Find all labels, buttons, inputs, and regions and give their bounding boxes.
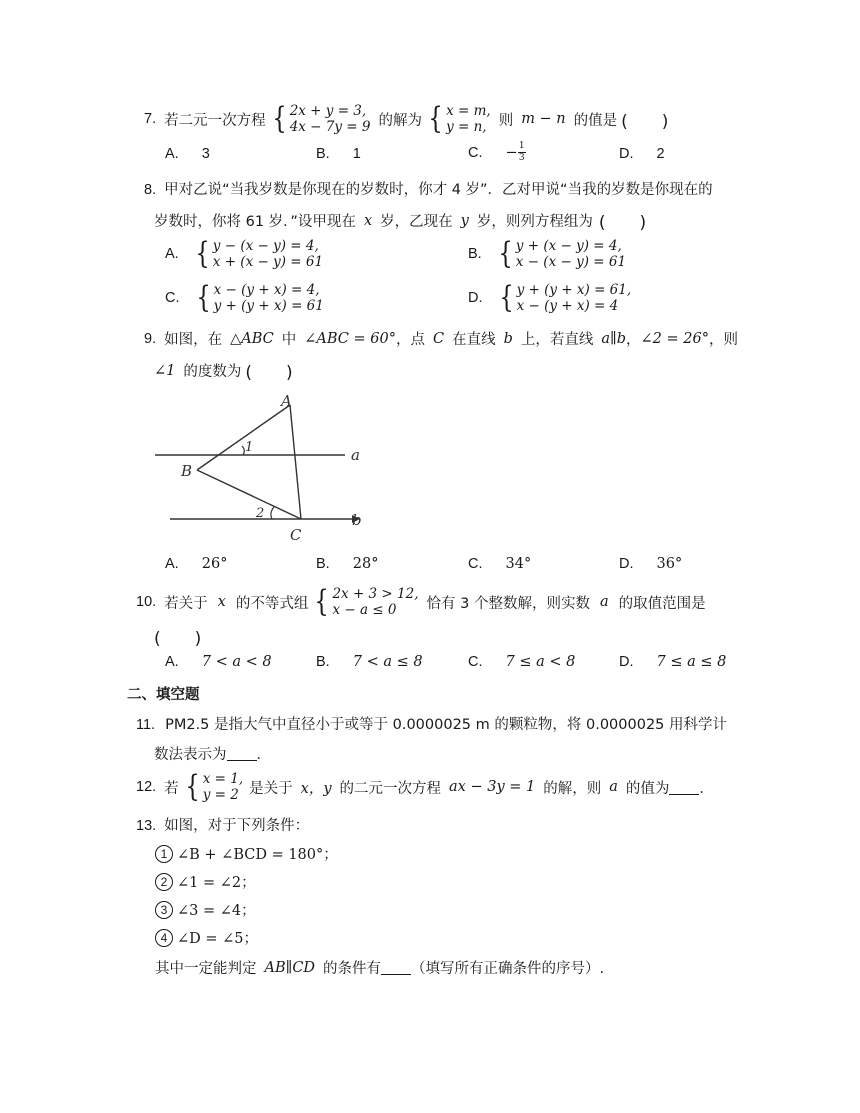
equation-row: y = n, [446, 119, 487, 135]
option-d [619, 146, 665, 162]
option-label: C. [468, 654, 483, 670]
answer-paren: ( ) [621, 111, 669, 132]
answer-blank[interactable] [669, 780, 699, 795]
question-number: 10. [136, 594, 157, 610]
condition-text: ∠B + ∠BCD = 180°； [177, 847, 338, 863]
label-c-vertex: C [290, 526, 302, 544]
math-expression: ∠ABC = 60° [304, 330, 396, 347]
option-value: − [505, 144, 518, 161]
question-10-line-1 [136, 584, 706, 620]
equation-row: x − (y + x) = 4 [516, 298, 619, 314]
question-text: 数法表示为 [154, 747, 227, 763]
question-text: 则 [498, 112, 514, 129]
question-text: 的二元一次方程 [339, 780, 442, 797]
question-text: 的条件有 [323, 961, 382, 977]
answer-blank[interactable] [381, 960, 411, 975]
question-13-intro [136, 814, 309, 835]
solution-system: { x = 1, y = 2 [185, 769, 244, 804]
math-variable: a [609, 779, 618, 795]
question-8-line-2 [154, 208, 646, 233]
option-a [165, 146, 210, 162]
math-expression: △ABC [230, 330, 274, 347]
equation-row: y − (x − y) = 4, [212, 238, 319, 254]
math-variable: x [217, 594, 226, 610]
question-text: 的不等式组 [235, 595, 309, 612]
question-text: 在直线 [452, 332, 496, 348]
answer-blank[interactable] [227, 746, 257, 761]
label-line-a: a [351, 446, 360, 464]
option-value: 34° [505, 556, 532, 572]
option-label: D. [619, 146, 634, 162]
math-variable: a [599, 594, 609, 610]
triangle-parallel-lines-figure [150, 388, 380, 548]
segment-ac [290, 405, 301, 519]
options-row [165, 654, 725, 674]
option-label: B. [316, 146, 330, 162]
condition-2 [155, 871, 256, 892]
question-text: 的解，则 [543, 780, 602, 797]
option-value: 3 [201, 146, 210, 162]
question-11-line-2 [154, 743, 271, 764]
question-text: 若关于 [164, 595, 208, 612]
question-text: 的取值范围是 [618, 595, 706, 612]
math-variable: x [363, 212, 373, 229]
option-b [316, 146, 361, 162]
option-label: D. [619, 556, 634, 572]
math-expression: x，y [300, 780, 332, 797]
section-heading: 二、填空题 [127, 687, 200, 703]
question-text: ，点 [395, 332, 425, 348]
question-text: ． [256, 747, 271, 763]
question-8-line-1 [144, 178, 713, 199]
question-number: 8. [144, 182, 157, 198]
question-text: 上，若直线 [520, 332, 594, 348]
option-label: C. [468, 556, 483, 572]
equation-system: { y + (y + x) = 61, x − (y + x) = 4 [498, 280, 632, 315]
option-value: 1 [352, 146, 361, 162]
equation-row: 4x − 7y = 9 [289, 119, 371, 135]
question-number: 12. [136, 779, 157, 795]
math-expression: ∠1 [154, 362, 176, 379]
math-expression: ∠2 = 26° [640, 330, 709, 347]
equation-row: 2x + 3 > 12, [332, 586, 419, 602]
question-text: ． [699, 780, 714, 797]
question-11-line-1 [136, 713, 727, 734]
option-c [468, 556, 531, 572]
option-b [316, 556, 378, 572]
question-text: 若 [164, 780, 179, 797]
question-text: ， [626, 332, 641, 348]
circled-number: 2 [155, 873, 173, 891]
question-text: 是关于 [249, 780, 293, 797]
equation-row: x + (x − y) = 61 [212, 254, 324, 270]
question-text: 若二元一次方程 [164, 112, 266, 129]
question-text: 其中一定能判定 [155, 961, 257, 977]
angle-1-arc [242, 446, 244, 455]
option-value: 36° [656, 556, 683, 572]
option-label: B. [316, 556, 330, 572]
question-number: 7. [144, 111, 157, 127]
condition-text: ∠1 = ∠2； [177, 875, 256, 891]
option-label: A. [165, 556, 179, 572]
question-13-final [155, 957, 604, 978]
circled-number: 4 [155, 929, 173, 947]
question-text: （填写所有正确条件的序号）. [411, 961, 605, 977]
question-text: 岁数时，你将 61 岁．”设甲现在 [154, 214, 356, 230]
options-row [165, 141, 725, 166]
option-label: C. [468, 144, 483, 161]
option-label: A. [165, 246, 179, 262]
equation-row: x − (y + x) = 4, [213, 282, 320, 298]
option-value: 7 < a ≤ 8 [352, 654, 423, 670]
option-c [468, 142, 526, 163]
equation-row: x − a ≤ 0 [332, 602, 397, 618]
option-a [165, 556, 227, 572]
question-12 [136, 769, 714, 805]
option-value: 7 ≤ a ≤ 8 [656, 654, 727, 670]
math-expression: m − n [521, 111, 566, 127]
inequality-system: { 2x + 3 > 12, x − a ≤ 0 [314, 584, 419, 619]
answer-paren: ( ) [245, 363, 293, 383]
option-label: A. [165, 654, 179, 670]
option-a [165, 654, 272, 670]
equation-row: y + (x − y) = 4, [515, 238, 622, 254]
equation-row: y = 2 [202, 787, 239, 803]
question-text: 的值是 [573, 112, 618, 129]
option-value: 7 ≤ a < 8 [505, 654, 576, 670]
option-a [165, 238, 323, 270]
option-d [468, 282, 631, 314]
question-text: PM2.5 是指大气中直径小于或等于 0.0000025 m 的颗粒物，将 0.0000025 用科学计 [165, 717, 728, 733]
question-9-line-2 [154, 358, 293, 383]
option-b [316, 654, 423, 670]
option-label: D. [468, 290, 483, 306]
condition-4 [155, 927, 258, 948]
equation-row: 2x + y = 3, [289, 103, 367, 119]
option-label: A. [165, 146, 179, 162]
label-angle-1: 1 [245, 440, 254, 455]
question-text: 甲对乙说“当我岁数是你现在的岁数时，你才 4 岁”．乙对甲说“当我的岁数是你现在的 [164, 182, 713, 198]
option-d [619, 654, 726, 670]
option-c [468, 654, 575, 670]
options-row [165, 556, 725, 576]
circled-number: 3 [155, 901, 173, 919]
option-label: C. [165, 290, 180, 306]
question-text: 的值为 [625, 780, 670, 797]
question-text: 岁，则列方程组为 [476, 214, 593, 230]
math-expression: a∥b [601, 330, 626, 347]
option-label: B. [468, 246, 482, 262]
segment-bc [197, 470, 301, 519]
segment-ab [197, 405, 290, 470]
question-9-line-1 [144, 328, 738, 349]
fraction-numerator: 1 [518, 141, 525, 151]
question-text: 恰有 3 个整数解，则实数 [426, 595, 590, 612]
label-line-b: b [352, 511, 362, 529]
question-text: 如图，对于下列条件： [164, 818, 310, 834]
math-variable: y [460, 212, 469, 229]
angle-2-arc [271, 507, 274, 519]
question-number: 11. [136, 717, 156, 733]
equation-row: x − (x − y) = 61 [515, 254, 627, 270]
question-text: 的度数为 [183, 364, 242, 380]
equation-system: { 2x + y = 3, 4x − 7y = 9 [271, 101, 371, 136]
label-b-vertex: B [181, 462, 193, 480]
question-7 [144, 101, 668, 137]
equation-row: y + (y + x) = 61, [516, 282, 632, 298]
option-label: D. [619, 654, 634, 670]
question-number: 13. [136, 818, 157, 834]
math-expression: AB∥CD [264, 959, 316, 976]
answer-paren: ( ) [154, 629, 202, 649]
equation-system: { y − (x − y) = 4, x + (x − y) = 61 [195, 236, 324, 271]
option-value: 26° [201, 556, 228, 572]
question-text: 中 [281, 332, 297, 348]
condition-text: ∠D = ∠5； [177, 931, 259, 947]
option-c [165, 282, 324, 314]
option-d [619, 556, 682, 572]
answer-paren: ( ) [598, 213, 647, 233]
fraction [518, 142, 526, 163]
math-variable: C [432, 330, 445, 347]
condition-text: ∠3 = ∠4； [177, 903, 256, 919]
question-text: 如图，在 [164, 332, 223, 348]
condition-3 [155, 899, 256, 920]
equation-row: x = 1, [202, 771, 244, 787]
equation-system: { x − (y + x) = 4, y + (y + x) = 61 [195, 280, 324, 315]
option-value: 28° [352, 556, 379, 572]
equation-system: { y + (x − y) = 4, x − (x − y) = 61 [498, 236, 627, 271]
math-variable: b [503, 330, 513, 347]
question-text: ，则 [708, 332, 738, 348]
option-value: 2 [656, 146, 665, 162]
question-text: 岁，乙现在 [380, 214, 453, 230]
equation-row: x = m, [446, 103, 491, 119]
condition-1 [155, 843, 338, 864]
option-b [468, 238, 626, 270]
solution-system: { x = m, y = n, [428, 101, 491, 136]
label-a-vertex: A [281, 392, 292, 410]
equation-row: y + (y + x) = 61 [213, 298, 324, 314]
option-value: 7 < a < 8 [201, 654, 272, 670]
question-number: 9. [144, 330, 157, 347]
fraction-denominator: 3 [518, 153, 525, 163]
question-text: 的解为 [378, 112, 422, 129]
math-expression: ax − 3y = 1 [449, 779, 536, 795]
option-label: B. [316, 654, 330, 670]
label-angle-2: 2 [256, 506, 265, 521]
circled-number: 1 [155, 845, 173, 863]
